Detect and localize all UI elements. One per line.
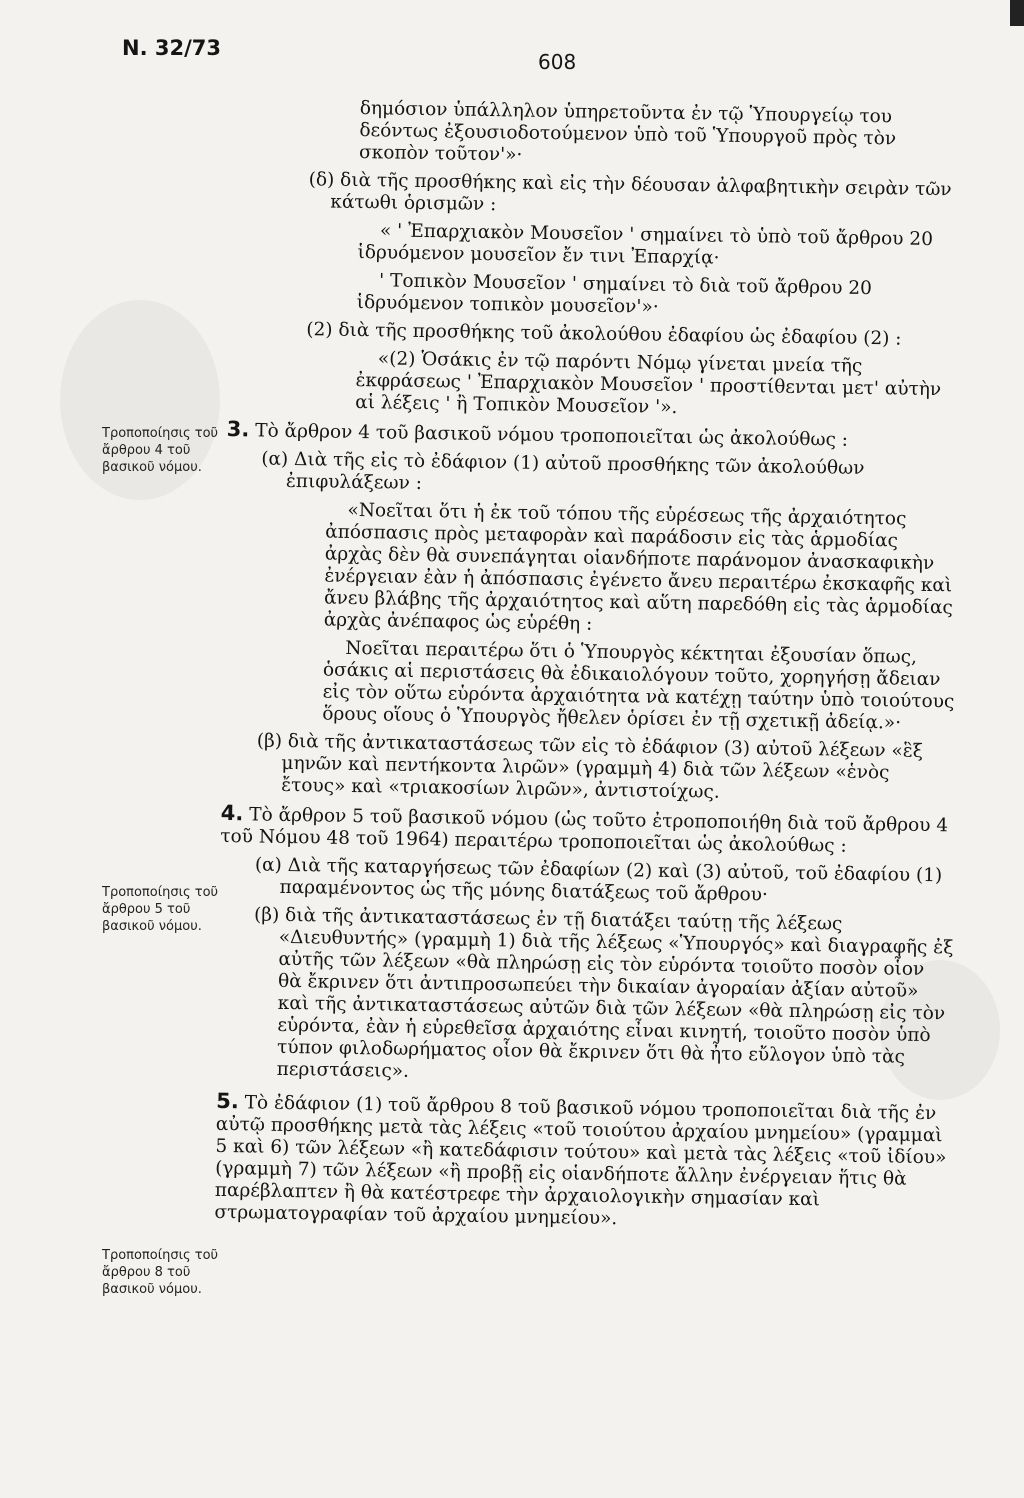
section-5 — [214, 1090, 951, 1236]
section-4 — [220, 802, 956, 860]
scan-edge-mark — [1010, 0, 1024, 26]
section-3-a-proviso-1: «Νοεῖται ὅτι ἡ ἐκ τοῦ τόπου τῆς εὑρέσεως τῆς ἀρχαιότητος ἀπόσπασις πρὸς μεταφορὰν καὶ παράδοσιν εἰς τὰς ἁρμοδίας ἀρχὰς δὲν θὰ συνεπάγηται οἱανδήποτε παράνομον ἀνασκαφικὴν ἐνέργειαν ἐὰν ἡ ἀπόσπασις ἐγένετο ἄνευ περαιτέρω ἐκσκαφῆς καὶ ἄνευ βλάβης τῆς ἀρχαιότητος καὶ αὕτη παρεδόθη εἰς τὰς ἁρμοδίας ἀρχὰς ἀνέπαφος ὡς εὑρέθη : — [323, 499, 954, 635]
section-3-a-proviso-2: Νοεῖται περαιτέρω ὅτι ὁ Ὑπουργὸς κέκτηται ἐξουσίαν ὅπως, ὁσάκις αἱ περιστάσεις θὰ ἐδικαιολόγουν τοῦτο, χορηγήσῃ ἄδειαν εἰς τὸν οὕτω εὑρόντα ἀρχαιότητα νὰ κατέχῃ ταύτην ὑπὸ τοιούτους ὅρους οἵους ὁ Ὑπουργὸς ἤθελεν ὁρίσει ἐν τῇ σχετικῇ ἀδείᾳ.»· — [322, 637, 955, 734]
section-4-text: Τὸ ἄρθρον 5 τοῦ βασικοῦ νόμου (ὡς τοῦτο ἐτροποποιήθη διὰ τοῦ ἄρθρου 4 τοῦ Νόμου 48 τοῦ 1964) περαιτέρω τροποποιεῖται ὡς ἀκολούθως : — [220, 804, 949, 857]
margin-note-article-5: Τροποποίησις τοῦ ἄρθρου 5 τοῦ βασικοῦ νόμου. — [102, 885, 219, 934]
paragraph-two: (2) διὰ τῆς προσθήκης τοῦ ἀκολούθου ἐδαφίου ὡς ἐδαφίου (2) : — [306, 319, 902, 350]
section-4-number: 4. — [220, 800, 244, 826]
page-number: 608 — [538, 50, 577, 74]
section-3 — [227, 418, 962, 454]
margin-note-article-8: Τροποποίησις τοῦ ἄρθρου 8 τοῦ βασικοῦ νόμου. — [102, 1248, 219, 1297]
section-4-b: (β) διὰ τῆς ἀντικαταστάσεως ἐν τῇ διατάξει ταύτῃ τῆς λέξεως «Διευθυντής» (γραμμὴ 1) διὰ τῆς λέξεως «Ὑπουργός» καὶ διαγραφῆς ἐξ αὐτῆς τῶν λέξεων «θὰ πληρώσῃ εἰς τὸν εὑρόντα τοιοῦτο ποσὸν οἷον θὰ ἔκρινεν ὅτι ἀντιπροσωπεύει τὴν δικαίαν ἀγοραίαν ἀξίαν αὐτοῦ» καὶ τῆς ἀντικαταστάσεως αὐτῶν διὰ τῶν λέξεων «θὰ πληρώσῃ εἰς τὸν εὑρόντα, ἐὰν ἡ εὑρεθεῖσα ἀρχαιότης εἶναι κινητή, τοιοῦτο ποσὸν ὑπὸ τύπον φιλοδωρήματος οἷον θὰ ἔκρινεν ὅτι θὰ ἦτο εὔλογον ὑπὸ τὰς περιστάσεις». — [253, 904, 954, 1082]
subsection-two-quote: «(2) Ὁσάκις ἐν τῷ παρόντι Νόμῳ γίνεται μνεία τῆς ἐκφράσεως ' Ἐπαρχιακὸν Μουσεῖον ' προστίθενται μετ' αὐτὴν αἱ λέξεις ' ἢ Τοπικὸν Μουσεῖον '». — [355, 348, 942, 419]
section-3-b: (β) διὰ τῆς ἀντικαταστάσεως τῶν εἰς τὸ ἐδάφιον (3) αὐτοῦ λέξεων «ἓξ μηνῶν καὶ πεντήκοντα λιρῶν» (γραμμὴ 4) διὰ τῶν λέξεων «ἑνὸς ἔτους» καὶ «τριακοσίων λιρῶν», ἀντιστοίχως. — [256, 730, 924, 803]
definition-local-museum: ' Τοπικὸν Μουσεῖον ' σημαίνει τὸ διὰ τοῦ ἄρθρου 20 ἱδρυόμενον τοπικὸν μουσεῖον'»· — [356, 270, 873, 318]
definition-provincial-museum: « ' Ἐπαρχιακὸν Μουσεῖον ' σημαίνει τὸ ὑπὸ τοῦ ἄρθρου 20 ἱδρυόμενον μουσεῖον ἔν τινι Ἐπαρχίᾳ· — [357, 220, 934, 269]
section-3-text: Τὸ ἄρθρον 4 τοῦ βασικοῦ νόμου τροποποιεῖται ὡς ἀκολούθως : — [255, 420, 849, 451]
section-5-number: 5. — [216, 1088, 239, 1114]
intro-paragraph: δημόσιον ὑπάλληλον ὑπηρετοῦντα ἐν τῷ Ὑπουργείῳ του δεόντως ἐξουσιοδοτούμενον ὑπὸ τοῦ Ὑπουργοῦ πρὸς τὸν σκοπὸν τοῦτον'»· — [358, 98, 897, 166]
paragraph-delta: (δ) διὰ τῆς προσθήκης καὶ εἰς τὴν δέουσαν ἀλφαβητικὴν σειρὰν τῶν κάτωθι ὁρισμῶν : — [308, 169, 952, 216]
margin-note-article-4: Τροποποίησις τοῦ ἄρθρου 4 τοῦ βασικοῦ νόμου. — [102, 426, 219, 475]
law-text — [214, 96, 967, 1241]
section-5-text: Τὸ ἐδάφιον (1) τοῦ ἄρθρου 8 τοῦ βασικοῦ νόμου τροποποιεῖται διὰ τῆς ἐν αὐτῷ προσθήκης μετὰ τὰς λέξεις «τοῦ τοιούτου ἀρχαίου μνημείου» (γραμμαὶ 5 καὶ 6) τῶν λέξεων «ἢ κατεδάφισιν τούτου» καὶ μετὰ τὰς λέξεις «τοῦ ἰδίου» (γραμμὴ 7) τῶν λέξεων «ἢ προβῇ εἰς οἱανδήποτε ἄλλην ἐνέργειαν ἥτις θὰ παρέβλαπτεν ἢ θὰ κατέστρεφε τὴν ἀρχαιολογικὴν σημασίαν καὶ στρωματογραφίαν τοῦ ἀρχαίου μνημείου». — [214, 1092, 947, 1230]
section-3-number: 3. — [226, 416, 250, 442]
section-4-a: (α) Διὰ τῆς καταργήσεως τῶν ἐδαφίων (2) καὶ (3) αὐτοῦ, τοῦ ἐδαφίου (1) παραμένοντος ὡς τῆς μόνης διατάξεως τοῦ ἄρθρου· — [254, 854, 943, 906]
law-reference: N. 32/73 — [122, 36, 221, 60]
section-3-a: (α) Διὰ τῆς εἰς τὸ ἐδάφιον (1) αὐτοῦ προσθήκης τῶν ἀκολούθων ἐπιφυλάξεων : — [261, 448, 865, 495]
